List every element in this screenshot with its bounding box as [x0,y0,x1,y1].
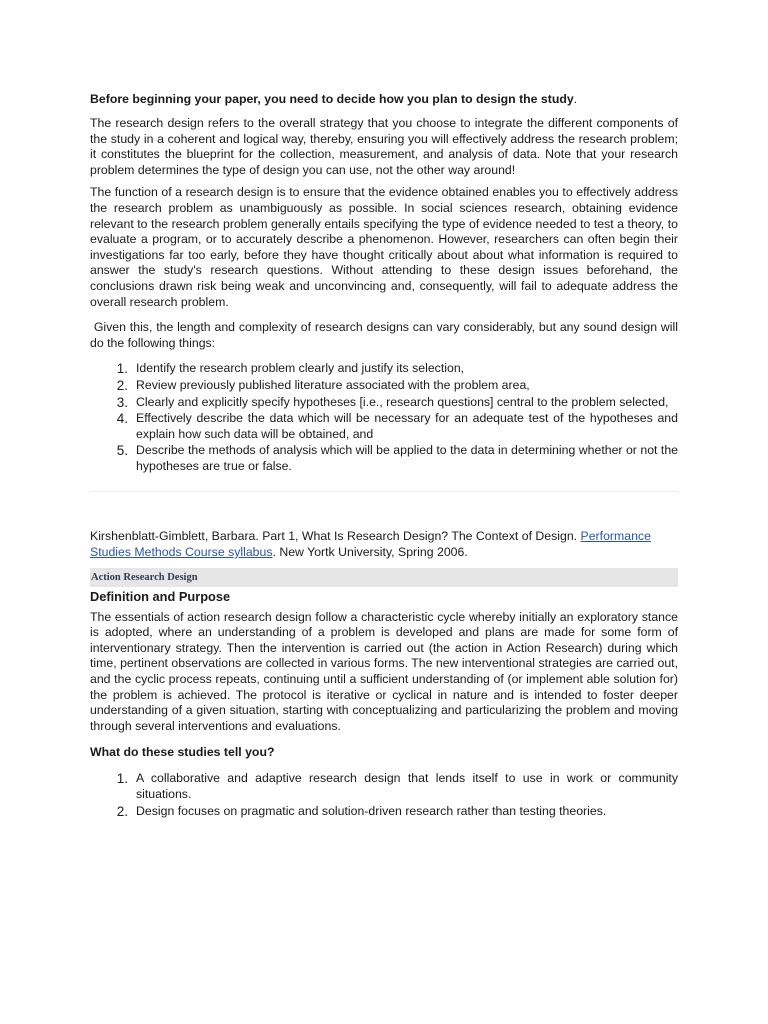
list-item [90,804,678,820]
list-number: 1. [116,771,128,787]
list-number: 5. [116,443,128,459]
list-text: Identify the research problem clearly and justify its selection, [136,361,465,376]
list-text: Design focuses on pragmatic and solution-driven research rather than testing theories. [136,803,607,818]
intro-lead-bold: Before beginning your paper, you need to decide how you plan to design the study [90,92,574,106]
intro-lead-period: . [573,92,578,106]
section-title: Action Research Design [91,571,198,583]
list-text: Clearly and explicitly specify hypotheses [i.e., research questions] central to the problem selected, [136,394,669,409]
list-number: 3. [116,394,128,410]
list-item [90,411,678,442]
list-number: 2. [116,377,128,393]
document-page [90,91,682,820]
list-text: A collaborative and adaptive research design that lends itself to use in work or community situations. [136,771,678,801]
citation-suffix: . New Yortk University, Spring 2006. [272,545,468,560]
studies-question-heading: What do these studies tell you? [90,745,275,760]
citation [90,529,678,560]
studies-list [90,771,678,819]
list-item [90,443,678,474]
section-divider [90,491,678,492]
intro-paragraph-3: Given this, the length and complexity of research designs can vary considerably, but any sound design will do the following things: [90,320,682,350]
citation-link[interactable]: Performance Studies Methods Course syllabus [90,529,651,560]
list-text: Review previously published literature associated with the problem area, [136,377,530,392]
list-item [90,378,678,394]
list-number: 4. [116,411,128,427]
design-requirements-list [90,361,678,474]
intro-lead [90,91,678,107]
intro-paragraph-2: The function of a research design is to ensure that the evidence obtained enables you to effectively address the research problem as unambiguously as possible. In social sciences research, obtaining evidence relevant to the research problem generally entails specifying the type of evidence needed to test a theory, to evaluate a program, or to accurately describe a phenomenon. However, researchers can often begin their investigations far too early, before they have thought critically about about what information is required to answer the study's research questions. Without attending to these design issues beforehand, the conclusions drawn risk being weak and unconvincing and, consequently, will fail to adequate address the overall research problem. [90,185,678,309]
section-title-bar [90,568,678,587]
action-research-paragraph: The essentials of action research design follow a characteristic cycle whereby initially an exploratory stance is adopted, where an understanding of a problem is developed and plans are made for some form of interventionary strategy. Then the intervention is carried out (the action in Action Research) during which time, pertinent observations are collected in various forms. The new interventional strategies are carried out, and the cyclic process repeats, continuing until a sufficient understanding of (or implement able solution for) the problem is achieved. The protocol is iterative or cyclical in nature and is intended to foster deeper understanding of a given situation, starting with conceptualizing and particularizing the problem and moving through several interventions and evaluations. [90,609,678,733]
list-text: Effectively describe the data which will be necessary for an adequate test of the hypotheses and explain how such data will be obtained, and [136,411,678,441]
intro-paragraph-1: The research design refers to the overall strategy that you choose to integrate the different components of the study in a coherent and logical way, thereby, ensuring you will effectively address the research problem; it constitutes the blueprint for the collection, measurement, and analysis of data. Note that your research problem determines the type of design you can use, not the other way around! [90,116,678,177]
list-number: 2. [116,803,128,819]
list-item [90,771,678,802]
list-item [90,395,678,411]
list-text: Describe the methods of analysis which will be applied to the data in determining whether or not the hypotheses are true or false. [136,443,678,473]
list-item [90,361,678,377]
citation-prefix: Kirshenblatt-Gimblett, Barbara. Part 1, What Is Research Design? The Context of Design. [90,529,581,544]
list-number: 1. [116,361,128,377]
definition-heading: Definition and Purpose [90,588,231,604]
